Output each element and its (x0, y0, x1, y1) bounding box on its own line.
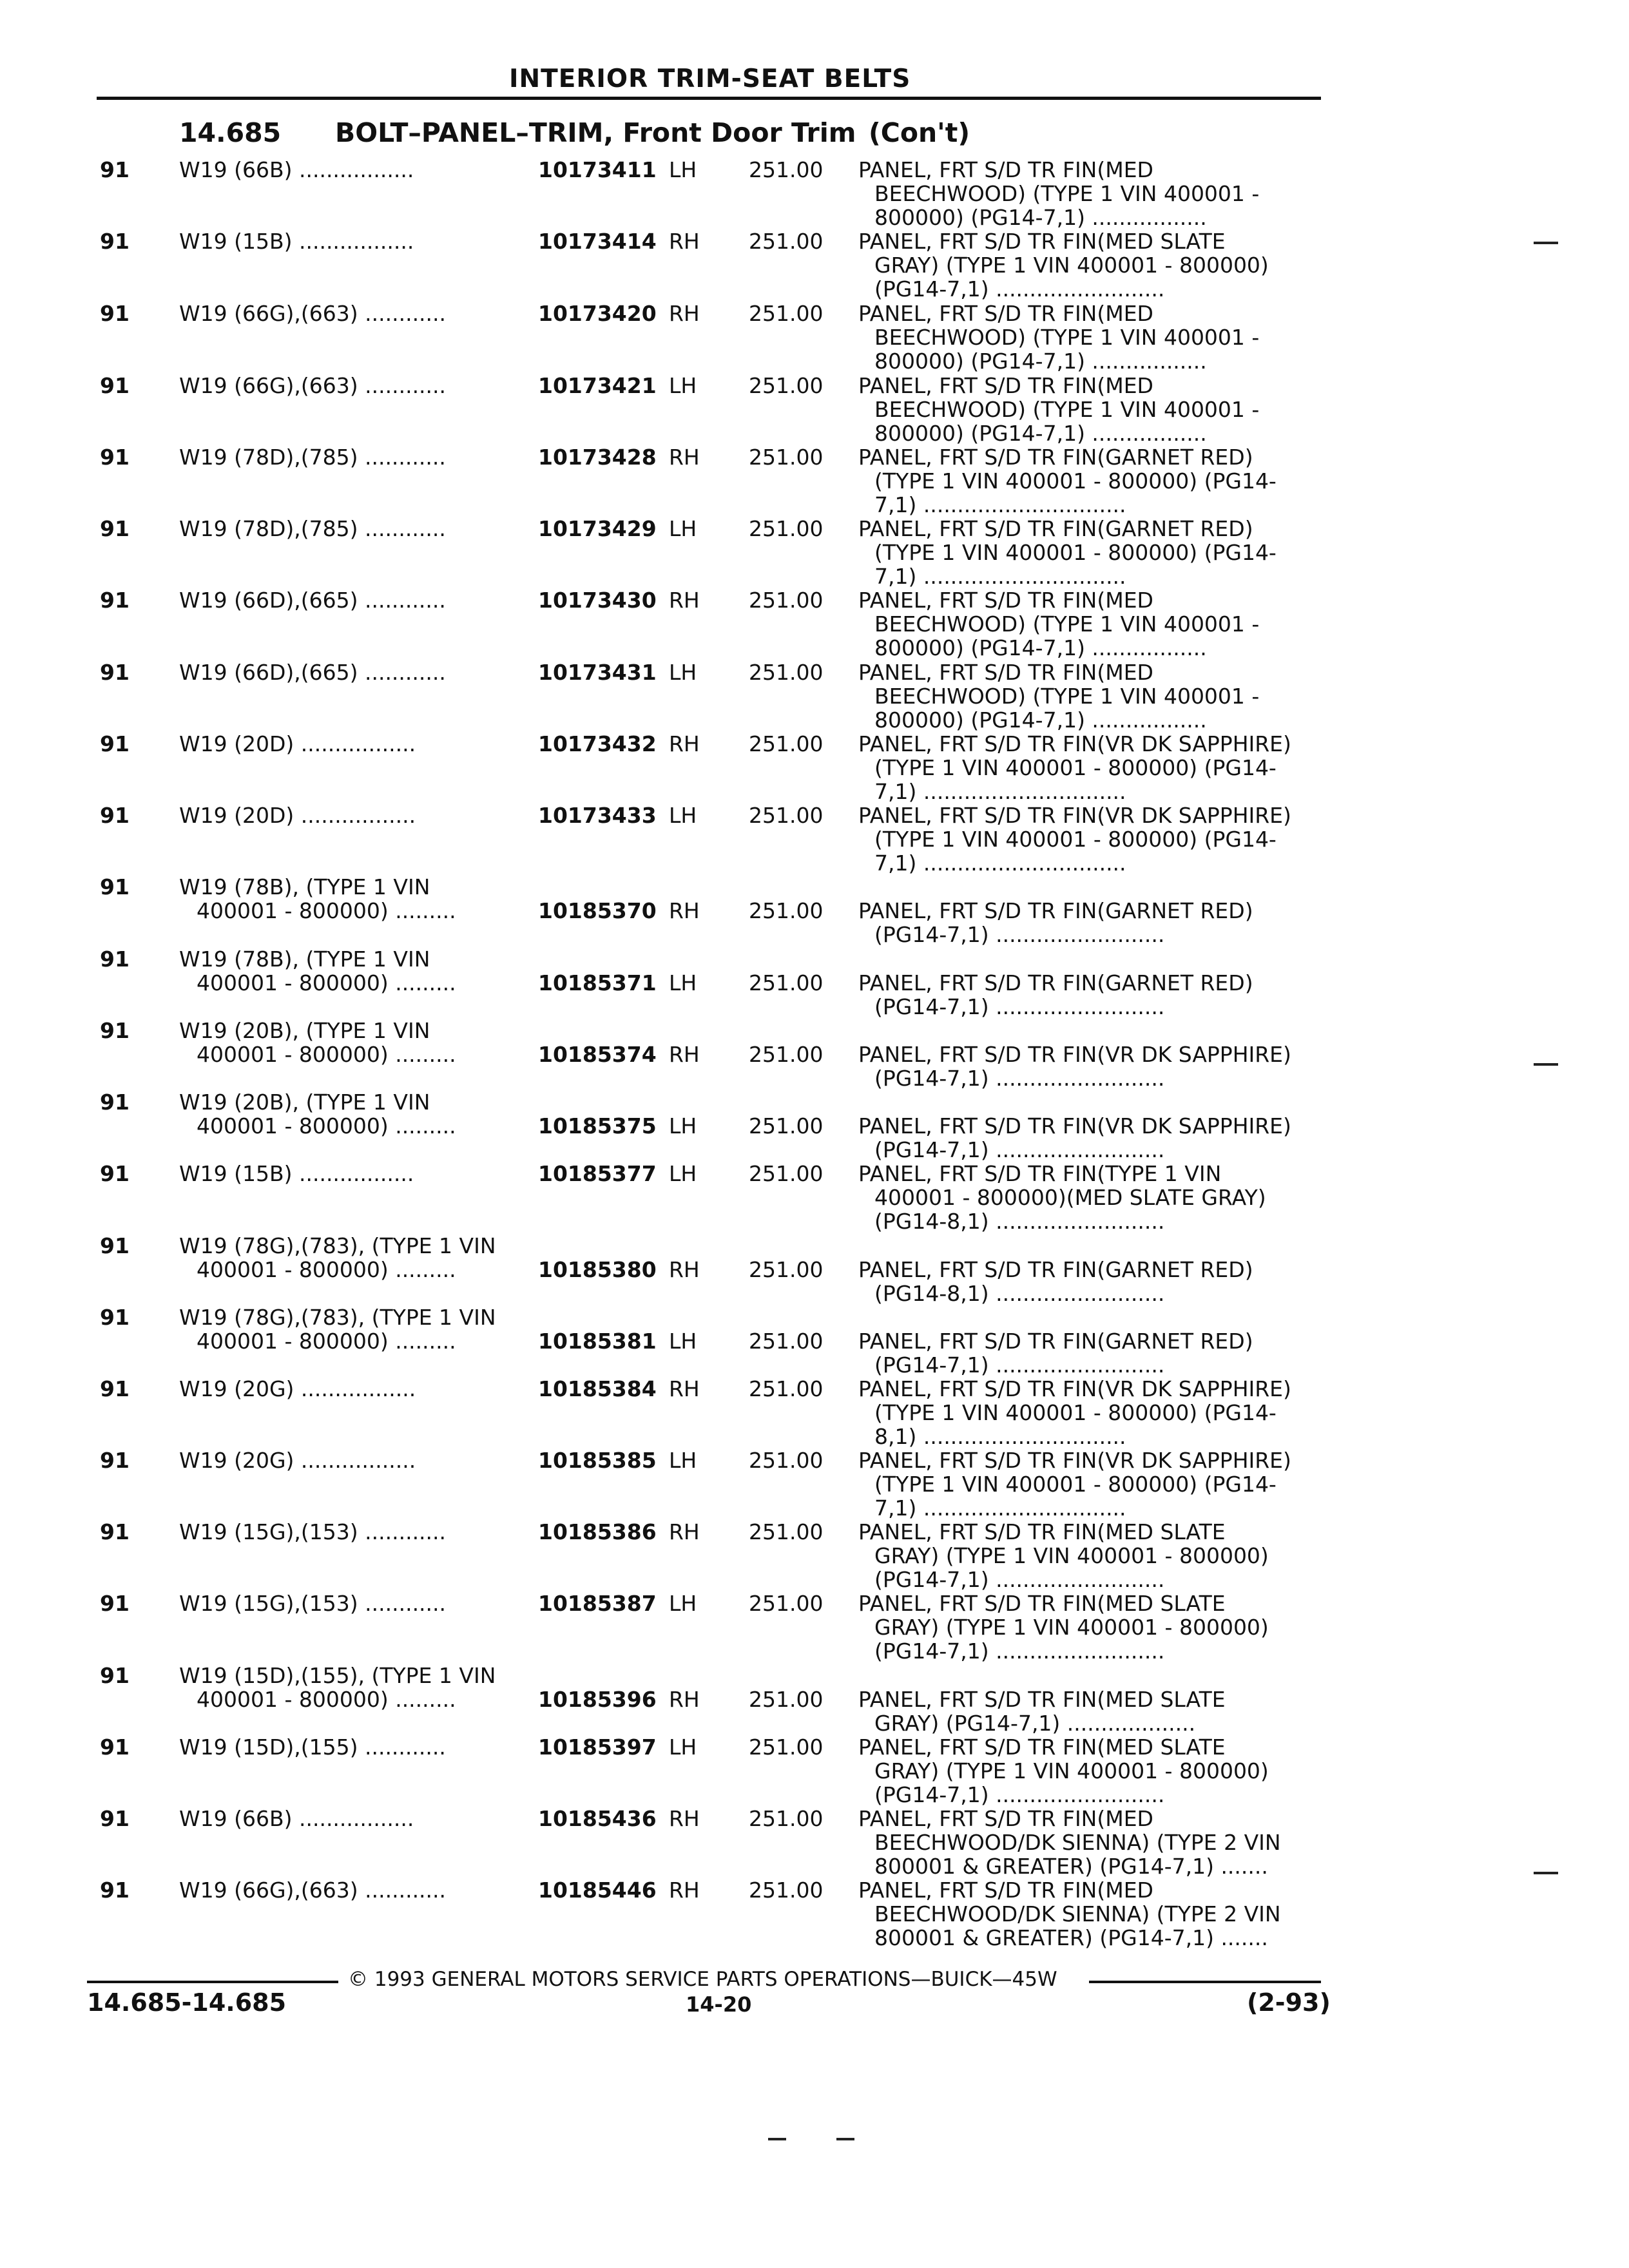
model-usage: 400001 - 800000) ......... (197, 1042, 456, 1067)
part-description: (PG14-8,1) ......................... (874, 1209, 1165, 1234)
level-indicator: 91 (100, 803, 130, 828)
part-description: (PG14-8,1) ......................... (874, 1281, 1165, 1306)
side-indicator: LH (669, 1161, 697, 1186)
part-number: 10185377 (538, 1161, 657, 1186)
footer-copyright: © 1993 GENERAL MOTORS SERVICE PARTS OPERATIONS—BUICK—45W (348, 1968, 1057, 1991)
part-description: 800000) (PG14-7,1) ................. (874, 421, 1207, 446)
part-description: (TYPE 1 VIN 400001 - 800000) (PG14- (874, 468, 1277, 494)
part-number: 10173428 (538, 445, 657, 470)
model-usage: W19 (78B), (TYPE 1 VIN (179, 874, 430, 899)
level-indicator: 91 (100, 1591, 130, 1616)
part-description: BEECHWOOD) (TYPE 1 VIN 400001 - (874, 397, 1260, 422)
part-description: 400001 - 800000)(MED SLATE GRAY) (874, 1185, 1266, 1210)
catalog-code: 251.00 (749, 1376, 824, 1401)
model-usage: W19 (20G) ................. (179, 1376, 416, 1401)
catalog-code: 251.00 (749, 1735, 824, 1760)
model-usage: W19 (20G) ................. (179, 1448, 416, 1473)
part-description: 800000) (PG14-7,1) ................. (874, 205, 1207, 230)
part-number: 10185371 (538, 970, 657, 995)
side-indicator: LH (669, 970, 697, 995)
catalog-code: 251.00 (749, 803, 824, 828)
part-description: BEECHWOOD) (TYPE 1 VIN 400001 - (874, 684, 1260, 709)
section-continued: (Con't) (869, 117, 970, 148)
level-indicator: 91 (100, 1305, 130, 1330)
footer-rule-right (1089, 1981, 1321, 1983)
level-indicator: 91 (100, 731, 130, 756)
part-description: PANEL, FRT S/D TR FIN(MED (858, 157, 1153, 182)
part-description: PANEL, FRT S/D TR FIN(VR DK SAPPHIRE) (858, 803, 1291, 828)
part-description: (PG14-7,1) ......................... (874, 994, 1165, 1019)
side-indicator: LH (669, 373, 697, 398)
part-description: GRAY) (TYPE 1 VIN 400001 - 800000) (874, 1543, 1269, 1568)
catalog-code: 251.00 (749, 157, 824, 182)
part-number: 10185384 (538, 1376, 657, 1401)
model-usage: W19 (66B) ................. (179, 1806, 414, 1831)
part-description: PANEL, FRT S/D TR FIN(VR DK SAPPHIRE) (858, 1113, 1291, 1139)
part-description: (TYPE 1 VIN 400001 - 800000) (PG14- (874, 755, 1277, 780)
catalog-code: 251.00 (749, 1042, 824, 1067)
part-number: 10173431 (538, 660, 657, 685)
model-usage: W19 (15D),(155), (TYPE 1 VIN (179, 1663, 496, 1688)
part-description: PANEL, FRT S/D TR FIN(GARNET RED) (858, 898, 1253, 923)
model-usage: W19 (15D),(155) ............ (179, 1735, 446, 1760)
side-indicator: RH (669, 731, 700, 756)
side-indicator: LH (669, 157, 697, 182)
level-indicator: 91 (100, 229, 130, 254)
model-usage: W19 (20B), (TYPE 1 VIN (179, 1018, 430, 1043)
part-number: 10173429 (538, 516, 657, 541)
catalog-code: 251.00 (749, 731, 824, 756)
part-description: 8,1) .............................. (874, 1424, 1126, 1449)
part-number: 10185446 (538, 1878, 657, 1903)
part-description: (PG14-7,1) ......................... (874, 1639, 1165, 1664)
part-description: GRAY) (PG14-7,1) ................... (874, 1711, 1196, 1736)
level-indicator: 91 (100, 1663, 130, 1688)
footer-page-number: 14-20 (686, 1992, 752, 2017)
catalog-code: 251.00 (749, 1113, 824, 1139)
part-number: 10173433 (538, 803, 657, 828)
part-description: PANEL, FRT S/D TR FIN(VR DK SAPPHIRE) (858, 1376, 1291, 1401)
part-description: 800001 & GREATER) (PG14-7,1) ....... (874, 1854, 1268, 1879)
catalog-code: 251.00 (749, 1257, 824, 1282)
level-indicator: 91 (100, 445, 130, 470)
part-description: (TYPE 1 VIN 400001 - 800000) (PG14- (874, 827, 1277, 852)
catalog-code: 251.00 (749, 516, 824, 541)
side-indicator: RH (669, 1257, 700, 1282)
side-indicator: LH (669, 1591, 697, 1616)
model-usage: 400001 - 800000) ......... (197, 1113, 456, 1139)
side-indicator: RH (669, 898, 700, 923)
level-indicator: 91 (100, 1233, 130, 1258)
model-usage: W19 (20D) ................. (179, 803, 416, 828)
part-description: (PG14-7,1) ......................... (874, 1782, 1165, 1807)
part-description: (TYPE 1 VIN 400001 - 800000) (PG14- (874, 1472, 1277, 1497)
model-usage: 400001 - 800000) ......... (197, 970, 456, 995)
model-usage: W19 (20B), (TYPE 1 VIN (179, 1090, 430, 1115)
section-title: BOLT–PANEL–TRIM, Front Door Trim (335, 117, 856, 148)
part-description: PANEL, FRT S/D TR FIN(TYPE 1 VIN (858, 1161, 1222, 1186)
catalog-code: 251.00 (749, 660, 824, 685)
part-number: 10185381 (538, 1329, 657, 1354)
part-number: 10185385 (538, 1448, 657, 1473)
part-description: PANEL, FRT S/D TR FIN(MED SLATE (858, 229, 1226, 254)
part-description: (PG14-7,1) ......................... (874, 1066, 1165, 1091)
model-usage: W19 (66D),(665) ............ (179, 660, 446, 685)
part-description: (PG14-7,1) ......................... (874, 922, 1165, 947)
model-usage: W19 (78G),(783), (TYPE 1 VIN (179, 1305, 496, 1330)
side-indicator: RH (669, 1878, 700, 1903)
side-indicator: LH (669, 1113, 697, 1139)
model-usage: W19 (78D),(785) ............ (179, 516, 446, 541)
part-description: BEECHWOOD) (TYPE 1 VIN 400001 - (874, 325, 1260, 350)
side-indicator: LH (669, 660, 697, 685)
part-description: PANEL, FRT S/D TR FIN(GARNET RED) (858, 1329, 1253, 1354)
part-number: 10185436 (538, 1806, 657, 1831)
scan-mark (1534, 242, 1558, 244)
part-number: 10185370 (538, 898, 657, 923)
catalog-code: 251.00 (749, 301, 824, 326)
catalog-code: 251.00 (749, 1161, 824, 1186)
part-description: GRAY) (TYPE 1 VIN 400001 - 800000) (874, 253, 1269, 278)
side-indicator: RH (669, 1806, 700, 1831)
catalog-code: 251.00 (749, 898, 824, 923)
part-description: 7,1) .............................. (874, 1495, 1126, 1521)
model-usage: 400001 - 800000) ......... (197, 1687, 456, 1712)
part-description: 7,1) .............................. (874, 492, 1126, 517)
part-description: 7,1) .............................. (874, 779, 1126, 804)
part-description: BEECHWOOD/DK SIENNA) (TYPE 2 VIN (874, 1830, 1281, 1855)
model-usage: W19 (78D),(785) ............ (179, 445, 446, 470)
part-number: 10173421 (538, 373, 657, 398)
model-usage: W19 (15G),(153) ............ (179, 1591, 447, 1616)
catalog-code: 251.00 (749, 1878, 824, 1903)
part-description: PANEL, FRT S/D TR FIN(MED (858, 373, 1153, 398)
part-description: PANEL, FRT S/D TR FIN(MED (858, 588, 1153, 613)
part-description: PANEL, FRT S/D TR FIN(VR DK SAPPHIRE) (858, 1042, 1291, 1067)
part-description: (PG14-7,1) ......................... (874, 1137, 1165, 1162)
part-description: (PG14-7,1) ......................... (874, 276, 1165, 302)
side-indicator: RH (669, 1687, 700, 1712)
level-indicator: 91 (100, 1161, 130, 1186)
level-indicator: 91 (100, 1878, 130, 1903)
level-indicator: 91 (100, 1519, 130, 1544)
side-indicator: RH (669, 229, 700, 254)
catalog-code: 251.00 (749, 1806, 824, 1831)
side-indicator: LH (669, 1448, 697, 1473)
level-indicator: 91 (100, 660, 130, 685)
model-usage: W19 (78G),(783), (TYPE 1 VIN (179, 1233, 496, 1258)
side-indicator: RH (669, 1519, 700, 1544)
catalog-code: 251.00 (749, 1519, 824, 1544)
part-description: PANEL, FRT S/D TR FIN(MED (858, 1878, 1153, 1903)
model-usage: W19 (15B) ................. (179, 1161, 414, 1186)
part-number: 10185375 (538, 1113, 657, 1139)
model-usage: W19 (66B) ................. (179, 157, 414, 182)
part-description: (PG14-7,1) ......................... (874, 1352, 1165, 1378)
level-indicator: 91 (100, 301, 130, 326)
part-description: 800000) (PG14-7,1) ................. (874, 635, 1207, 660)
part-number: 10173414 (538, 229, 657, 254)
catalog-code: 251.00 (749, 1687, 824, 1712)
scan-mark (768, 2138, 786, 2140)
part-number: 10185387 (538, 1591, 657, 1616)
footer-rule-left (87, 1981, 338, 1983)
part-description: BEECHWOOD/DK SIENNA) (TYPE 2 VIN (874, 1901, 1281, 1927)
part-description: PANEL, FRT S/D TR FIN(MED SLATE (858, 1735, 1226, 1760)
part-description: PANEL, FRT S/D TR FIN(MED SLATE (858, 1519, 1226, 1544)
part-description: BEECHWOOD) (TYPE 1 VIN 400001 - (874, 611, 1260, 637)
catalog-code: 251.00 (749, 1591, 824, 1616)
part-description: PANEL, FRT S/D TR FIN(GARNET RED) (858, 445, 1253, 470)
level-indicator: 91 (100, 1018, 130, 1043)
footer-section-range: 14.685-14.685 (87, 1988, 287, 2017)
model-usage: W19 (66G),(663) ............ (179, 373, 447, 398)
level-indicator: 91 (100, 1090, 130, 1115)
part-number: 10185374 (538, 1042, 657, 1067)
section-number: 14.685 (179, 117, 282, 148)
catalog-code: 251.00 (749, 229, 824, 254)
level-indicator: 91 (100, 1735, 130, 1760)
side-indicator: RH (669, 445, 700, 470)
part-description: (TYPE 1 VIN 400001 - 800000) (PG14- (874, 540, 1277, 565)
part-description: 7,1) .............................. (874, 564, 1126, 589)
level-indicator: 91 (100, 1806, 130, 1831)
part-description: 800001 & GREATER) (PG14-7,1) ....... (874, 1925, 1268, 1950)
side-indicator: LH (669, 516, 697, 541)
part-description: PANEL, FRT S/D TR FIN(GARNET RED) (858, 1257, 1253, 1282)
part-description: PANEL, FRT S/D TR FIN(MED (858, 660, 1153, 685)
level-indicator: 91 (100, 157, 130, 182)
part-number: 10173420 (538, 301, 657, 326)
part-description: PANEL, FRT S/D TR FIN(GARNET RED) (858, 970, 1253, 995)
catalog-code: 251.00 (749, 588, 824, 613)
part-description: PANEL, FRT S/D TR FIN(VR DK SAPPHIRE) (858, 731, 1291, 756)
model-usage: W19 (78B), (TYPE 1 VIN (179, 947, 430, 972)
model-usage: W19 (66D),(665) ............ (179, 588, 446, 613)
side-indicator: RH (669, 588, 700, 613)
catalog-code: 251.00 (749, 373, 824, 398)
part-description: (PG14-7,1) ......................... (874, 1567, 1165, 1592)
model-usage: W19 (66G),(663) ............ (179, 1878, 447, 1903)
part-description: PANEL, FRT S/D TR FIN(GARNET RED) (858, 516, 1253, 541)
scan-mark (1534, 1063, 1558, 1066)
part-description: 7,1) .............................. (874, 850, 1126, 876)
level-indicator: 91 (100, 516, 130, 541)
part-description: 800000) (PG14-7,1) ................. (874, 349, 1207, 374)
level-indicator: 91 (100, 588, 130, 613)
model-usage: W19 (15G),(153) ............ (179, 1519, 447, 1544)
header-rule (97, 97, 1321, 100)
part-description: PANEL, FRT S/D TR FIN(MED SLATE (858, 1591, 1226, 1616)
part-number: 10173432 (538, 731, 657, 756)
side-indicator: LH (669, 1329, 697, 1354)
footer-date-code: (2-93) (1247, 1988, 1331, 2017)
model-usage: W19 (20D) ................. (179, 731, 416, 756)
page-header-title: INTERIOR TRIM-SEAT BELTS (509, 64, 911, 93)
side-indicator: LH (669, 1735, 697, 1760)
catalog-code: 251.00 (749, 1448, 824, 1473)
model-usage: W19 (66G),(663) ............ (179, 301, 447, 326)
part-number: 10185396 (538, 1687, 657, 1712)
side-indicator: RH (669, 301, 700, 326)
model-usage: 400001 - 800000) ......... (197, 898, 456, 923)
level-indicator: 91 (100, 947, 130, 972)
part-description: BEECHWOOD) (TYPE 1 VIN 400001 - (874, 181, 1260, 206)
model-usage: 400001 - 800000) ......... (197, 1257, 456, 1282)
model-usage: W19 (15B) ................. (179, 229, 414, 254)
part-description: (TYPE 1 VIN 400001 - 800000) (PG14- (874, 1400, 1277, 1425)
part-description: PANEL, FRT S/D TR FIN(MED (858, 301, 1153, 326)
level-indicator: 91 (100, 373, 130, 398)
part-number: 10185397 (538, 1735, 657, 1760)
level-indicator: 91 (100, 874, 130, 899)
part-description: GRAY) (TYPE 1 VIN 400001 - 800000) (874, 1615, 1269, 1640)
catalog-code: 251.00 (749, 1329, 824, 1354)
scan-mark (836, 2138, 854, 2140)
catalog-code: 251.00 (749, 970, 824, 995)
level-indicator: 91 (100, 1448, 130, 1473)
part-description: GRAY) (TYPE 1 VIN 400001 - 800000) (874, 1758, 1269, 1783)
side-indicator: LH (669, 803, 697, 828)
part-number: 10185386 (538, 1519, 657, 1544)
side-indicator: RH (669, 1042, 700, 1067)
model-usage: 400001 - 800000) ......... (197, 1329, 456, 1354)
part-description: 800000) (PG14-7,1) ................. (874, 707, 1207, 733)
part-description: PANEL, FRT S/D TR FIN(MED SLATE (858, 1687, 1226, 1712)
side-indicator: RH (669, 1376, 700, 1401)
scan-mark (1534, 1872, 1558, 1874)
catalog-code: 251.00 (749, 445, 824, 470)
part-number: 10173430 (538, 588, 657, 613)
part-number: 10173411 (538, 157, 657, 182)
part-description: PANEL, FRT S/D TR FIN(MED (858, 1806, 1153, 1831)
level-indicator: 91 (100, 1376, 130, 1401)
part-description: PANEL, FRT S/D TR FIN(VR DK SAPPHIRE) (858, 1448, 1291, 1473)
part-number: 10185380 (538, 1257, 657, 1282)
